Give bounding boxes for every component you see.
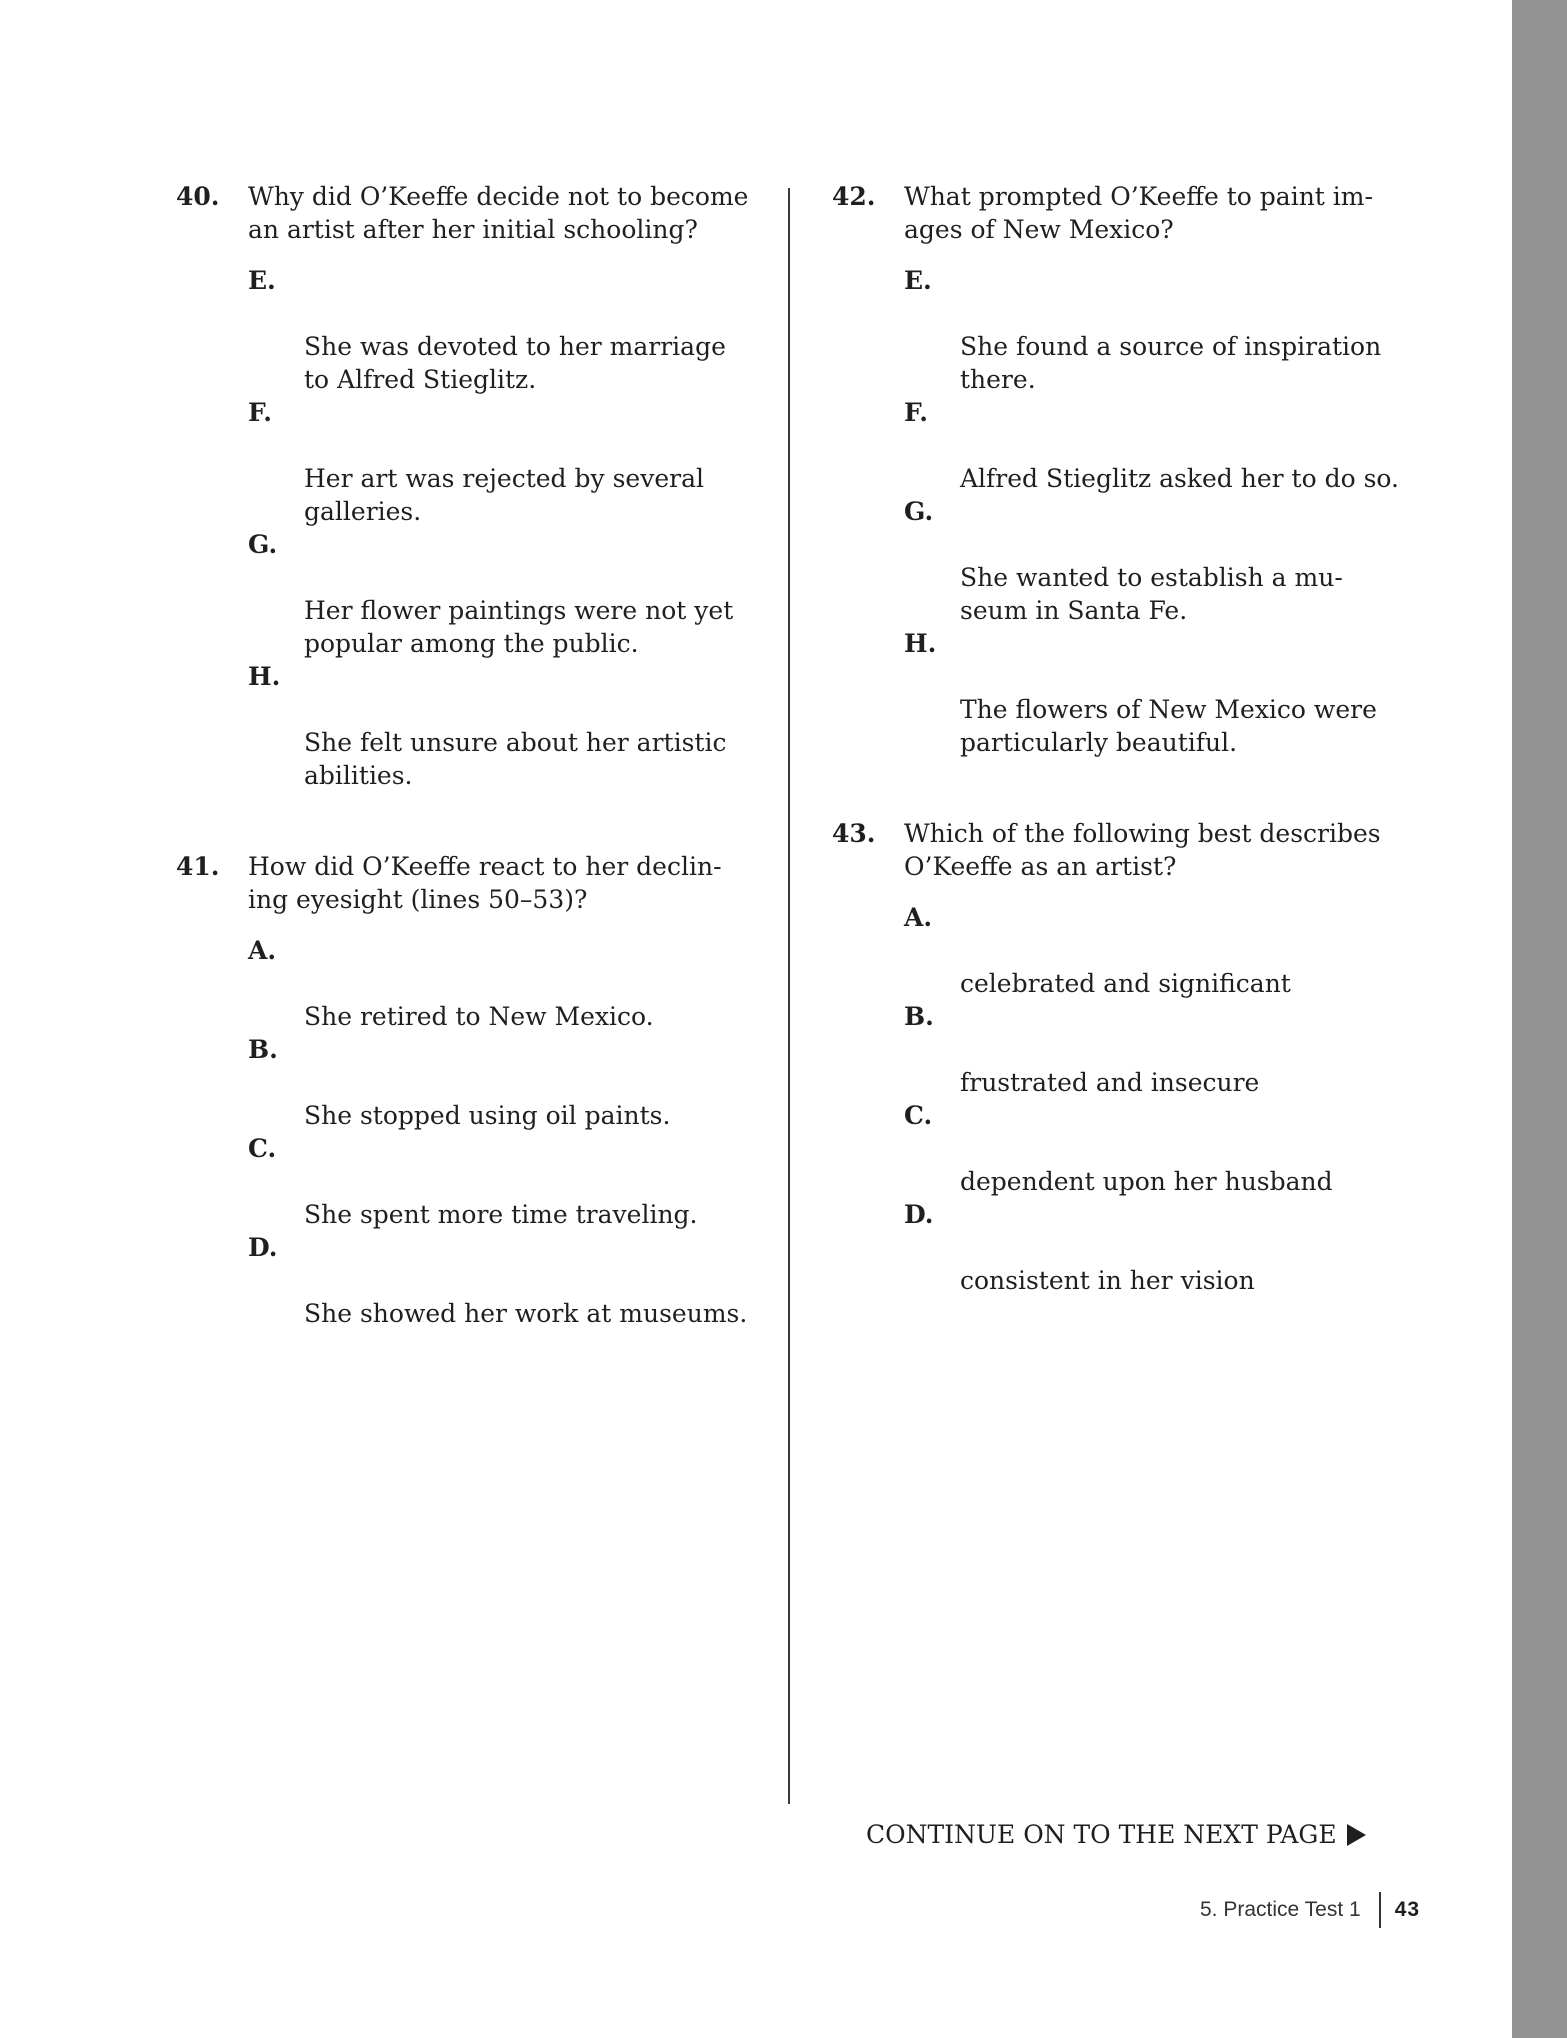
answer-option-c[interactable] <box>904 1099 1412 1198</box>
option-text: frustrated and insecure <box>960 1068 1260 1097</box>
answer-option-b[interactable] <box>248 1033 756 1132</box>
option-text: She found a source of inspiration there. <box>960 332 1382 394</box>
answer-option-a[interactable] <box>248 934 756 1033</box>
answer-options <box>248 264 756 792</box>
option-text: consistent in her vision <box>960 1266 1255 1295</box>
option-text: She wanted to establish a mu- seum in Santa Fe. <box>960 563 1343 625</box>
question-43 <box>832 817 1412 1297</box>
answer-option-e[interactable] <box>248 264 756 396</box>
option-letter: G. <box>904 497 934 526</box>
option-letter: C. <box>904 1101 933 1130</box>
option-text: Her flower paintings were not yet popular among the public. <box>304 596 734 658</box>
answer-option-h[interactable] <box>904 627 1412 759</box>
option-text: She felt unsure about her artistic abilities. <box>304 728 727 790</box>
option-letter: F. <box>248 398 272 427</box>
option-letter: G. <box>248 530 278 559</box>
column-divider <box>788 188 790 1804</box>
answer-option-h[interactable] <box>248 660 756 792</box>
option-text: celebrated and significant <box>960 969 1291 998</box>
section-label: 5. Practice Test 1 <box>1200 1898 1361 1921</box>
option-letter: A. <box>904 903 933 932</box>
continue-notice <box>866 1818 1366 1851</box>
question-42 <box>832 180 1412 759</box>
option-letter: H. <box>248 662 281 691</box>
option-letter: H. <box>904 629 937 658</box>
answer-options <box>248 934 756 1330</box>
page-number: 43 <box>1394 1898 1421 1921</box>
option-text: The flowers of New Mexico were particularly beautiful. <box>960 695 1377 757</box>
option-text: She spent more time traveling. <box>304 1200 698 1229</box>
option-letter: F. <box>904 398 928 427</box>
continue-text: CONTINUE ON TO THE NEXT PAGE <box>866 1820 1337 1849</box>
answer-option-a[interactable] <box>904 901 1412 1000</box>
option-text: She retired to New Mexico. <box>304 1002 654 1031</box>
question-text: How did O’Keeffe react to her declin- ing eyesight (lines 50–53)? <box>248 852 722 914</box>
option-text: She showed her work at museums. <box>304 1299 748 1328</box>
right-column <box>832 180 1412 1297</box>
answer-option-c[interactable] <box>248 1132 756 1231</box>
option-letter: B. <box>248 1035 278 1064</box>
question-number: 43. <box>832 819 876 848</box>
option-text: She stopped using oil paints. <box>304 1101 671 1130</box>
play-arrow-icon <box>1347 1824 1366 1846</box>
question-number: 41. <box>176 852 220 881</box>
left-column <box>176 180 756 1330</box>
answer-option-e[interactable] <box>904 264 1412 396</box>
footer-divider <box>1379 1892 1381 1928</box>
answer-option-d[interactable] <box>248 1231 756 1330</box>
page-footer <box>1200 1892 1420 1928</box>
answer-options <box>904 264 1412 759</box>
answer-option-b[interactable] <box>904 1000 1412 1099</box>
option-letter: D. <box>248 1233 278 1262</box>
question-text: Which of the following best describes O’Keeffe as an artist? <box>904 819 1381 881</box>
page-edge-tab <box>1512 0 1567 2038</box>
option-letter: E. <box>904 266 932 295</box>
question-40 <box>176 180 756 792</box>
question-number: 40. <box>176 182 220 211</box>
answer-option-d[interactable] <box>904 1198 1412 1297</box>
answer-option-g[interactable] <box>248 528 756 660</box>
question-number: 42. <box>832 182 876 211</box>
question-text: What prompted O’Keeffe to paint im- ages of New Mexico? <box>904 182 1373 244</box>
answer-option-f[interactable] <box>904 396 1412 495</box>
option-text: She was devoted to her marriage to Alfred Stieglitz. <box>304 332 726 394</box>
question-text: Why did O’Keeffe decide not to become an artist after her initial schooling? <box>248 182 749 244</box>
option-letter: C. <box>248 1134 277 1163</box>
question-41 <box>176 850 756 1330</box>
option-text: Her art was rejected by several galleries. <box>304 464 704 526</box>
option-text: Alfred Stieglitz asked her to do so. <box>960 464 1399 493</box>
answer-options <box>904 901 1412 1297</box>
option-text: dependent upon her husband <box>960 1167 1333 1196</box>
option-letter: D. <box>904 1200 934 1229</box>
answer-option-g[interactable] <box>904 495 1412 627</box>
option-letter: B. <box>904 1002 934 1031</box>
option-letter: E. <box>248 266 276 295</box>
option-letter: A. <box>248 936 277 965</box>
answer-option-f[interactable] <box>248 396 756 528</box>
